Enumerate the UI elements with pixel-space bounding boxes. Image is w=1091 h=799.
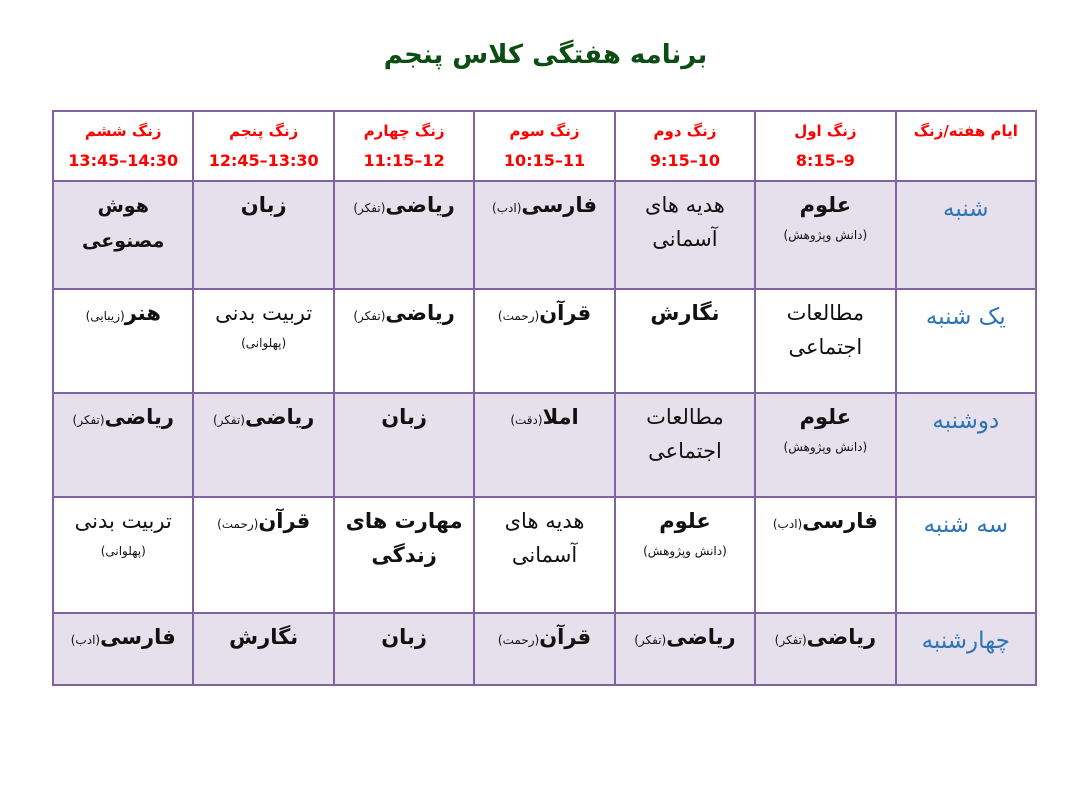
subject-line (479, 620, 609, 655)
subject-line (58, 400, 188, 435)
subject-cell (755, 613, 895, 685)
subject-name: فارسی (802, 509, 878, 533)
schedule-table (52, 110, 1037, 686)
subject-line (479, 188, 609, 223)
day-cell (896, 613, 1036, 685)
subject-note: (تفکر) (212, 413, 245, 427)
period-header-cell (755, 111, 895, 181)
subject-note: (دانش وپژوهش) (643, 544, 727, 558)
subject-line (198, 296, 328, 330)
subject-name: فارسی (100, 625, 176, 649)
subject-line (58, 296, 188, 331)
schedule-row (53, 181, 1036, 289)
schedule-row (53, 393, 1036, 497)
subject-line (339, 296, 469, 331)
subject-name: هدیه های آسمانی (645, 193, 725, 251)
subject-name: ریاضی (666, 625, 736, 649)
subject-line (479, 296, 609, 331)
subject-name: ریاضی (244, 405, 315, 429)
subject-cell (334, 181, 474, 289)
subject-cell (474, 181, 614, 289)
subject-note: (رحمت) (497, 633, 540, 647)
subject-name: فارسی (521, 193, 597, 217)
subject-name: هوش مصنوعی (82, 195, 165, 252)
subject-line (760, 296, 890, 364)
schedule-row (53, 613, 1036, 685)
subject-line (760, 188, 890, 222)
subject-name: املا (542, 405, 579, 429)
period-name: زنگ سوم (509, 122, 580, 140)
header-row (53, 111, 1036, 181)
subject-cell (193, 289, 333, 393)
schedule-row (53, 289, 1036, 393)
subject-cell (615, 393, 755, 497)
corner-label: ایام هفته/زنگ (913, 122, 1018, 140)
period-name: زنگ چهارم (363, 122, 445, 140)
subject-note: (دقت) (510, 413, 543, 427)
subject-name: مطالعات اجتماعی (786, 301, 865, 359)
subject-name: تربیت بدنی (215, 301, 313, 325)
subject-cell (755, 497, 895, 613)
subject-line (339, 188, 469, 223)
period-name: زنگ اول (794, 122, 857, 140)
subject-line (760, 504, 890, 539)
subject-name: ریاضی (385, 301, 455, 325)
subject-line (620, 188, 750, 256)
subject-note: (تفکر) (72, 413, 105, 427)
subject-cell (755, 289, 895, 393)
subject-cell (615, 497, 755, 613)
period-header-cell (334, 111, 474, 181)
subject-cell (193, 181, 333, 289)
subject-cell (474, 497, 614, 613)
subject-cell (755, 393, 895, 497)
day-label: سه شنبه (923, 512, 1008, 538)
schedule-body (53, 111, 1036, 685)
subject-line (760, 620, 890, 655)
day-cell (896, 181, 1036, 289)
subject-line (620, 296, 750, 330)
subject-cell (334, 613, 474, 685)
subject-cell (334, 497, 474, 613)
subject-name: زبان (381, 405, 427, 429)
subject-note: (تفکر) (634, 633, 667, 647)
subject-cell (474, 613, 614, 685)
subject-name: مهارت های زندگی (345, 509, 463, 567)
subject-cell (53, 289, 193, 393)
subject-line (198, 400, 328, 435)
subject-note: (تفکر) (353, 309, 386, 323)
subject-note: (تفکر) (774, 633, 807, 647)
subject-line (58, 620, 188, 655)
subject-note: (زیبایی) (85, 309, 125, 323)
subject-note: (پهلوانی) (241, 336, 287, 350)
subject-line (58, 504, 188, 538)
subject-name: مطالعات اجتماعی (646, 405, 724, 463)
subject-cell (193, 393, 333, 497)
subject-name: هنر (124, 301, 161, 325)
subject-cell (53, 497, 193, 613)
subject-line (58, 188, 188, 258)
subject-note: (رحمت) (217, 517, 259, 531)
subject-line (339, 504, 469, 572)
subject-note: (ادب) (492, 201, 522, 215)
period-time: 11:15–12 (363, 151, 445, 170)
subject-cell (474, 289, 614, 393)
subject-line (198, 188, 328, 222)
subject-name: ریاضی (385, 193, 455, 217)
period-name: زنگ دوم (653, 122, 717, 140)
subject-name: ریاضی (104, 405, 174, 429)
subject-name: ریاضی (806, 625, 877, 649)
period-header-cell (615, 111, 755, 181)
subject-name: قرآن (539, 625, 592, 649)
subject-note: (ادب) (772, 517, 803, 531)
period-time: 12:45–13:30 (208, 151, 319, 170)
subject-name: زبان (381, 625, 427, 649)
subject-cell (615, 613, 755, 685)
subject-line (620, 504, 750, 538)
schedule-row (53, 497, 1036, 613)
period-time: 13:45–14:30 (68, 151, 179, 170)
subject-line (760, 400, 890, 434)
subject-line (479, 400, 609, 435)
subject-name: قرآن (258, 509, 311, 533)
subject-note: (ادب) (70, 633, 101, 647)
subject-note: (دانش وپژوهش) (783, 440, 868, 454)
period-time: 9:15–10 (649, 151, 720, 170)
day-label: یک شنبه (925, 304, 1006, 330)
subject-cell (193, 497, 333, 613)
subject-line (479, 504, 609, 572)
subject-cell (755, 181, 895, 289)
subject-name: تربیت بدنی (74, 509, 172, 533)
page-title: برنامه هفتگی کلاس پنجم (383, 40, 708, 70)
subject-note: (دانش وپژوهش) (783, 228, 868, 242)
subject-cell (53, 393, 193, 497)
period-header-cell (193, 111, 333, 181)
subject-name: نگارش (229, 625, 299, 649)
subject-line (198, 620, 328, 654)
day-cell (896, 497, 1036, 613)
period-header-cell (474, 111, 614, 181)
subject-cell (53, 181, 193, 289)
subject-name: قرآن (539, 301, 592, 325)
subject-name: زبان (240, 193, 287, 217)
period-time: 10:15–11 (503, 151, 586, 170)
subject-cell (334, 289, 474, 393)
subject-name: علوم (799, 193, 852, 217)
subject-cell (53, 613, 193, 685)
day-cell (896, 393, 1036, 497)
subject-cell (193, 613, 333, 685)
period-header-cell (53, 111, 193, 181)
period-name: زنگ ششم (84, 122, 162, 140)
subject-cell (334, 393, 474, 497)
subject-name: نگارش (650, 301, 720, 325)
day-label: دوشنبه (932, 408, 1000, 434)
subject-cell (615, 181, 755, 289)
subject-line (339, 620, 469, 654)
subject-line (198, 504, 328, 539)
subject-note: (رحمت) (497, 309, 540, 323)
day-label: شنبه (943, 196, 989, 222)
subject-name: علوم (659, 509, 711, 533)
subject-line (620, 400, 750, 468)
corner-header-cell (896, 111, 1036, 181)
subject-cell (474, 393, 614, 497)
subject-cell (615, 289, 755, 393)
day-cell (896, 289, 1036, 393)
subject-name: علوم (799, 405, 852, 429)
period-name: زنگ پنجم (229, 122, 299, 140)
subject-name: هدیه های آسمانی (504, 509, 585, 567)
period-time: 8:15–9 (795, 151, 855, 170)
subject-line (620, 620, 750, 655)
subject-note: (پهلوانی) (100, 544, 146, 558)
subject-note: (تفکر) (353, 201, 386, 215)
subject-line (339, 400, 469, 434)
day-label: چهارشنبه (921, 628, 1010, 654)
